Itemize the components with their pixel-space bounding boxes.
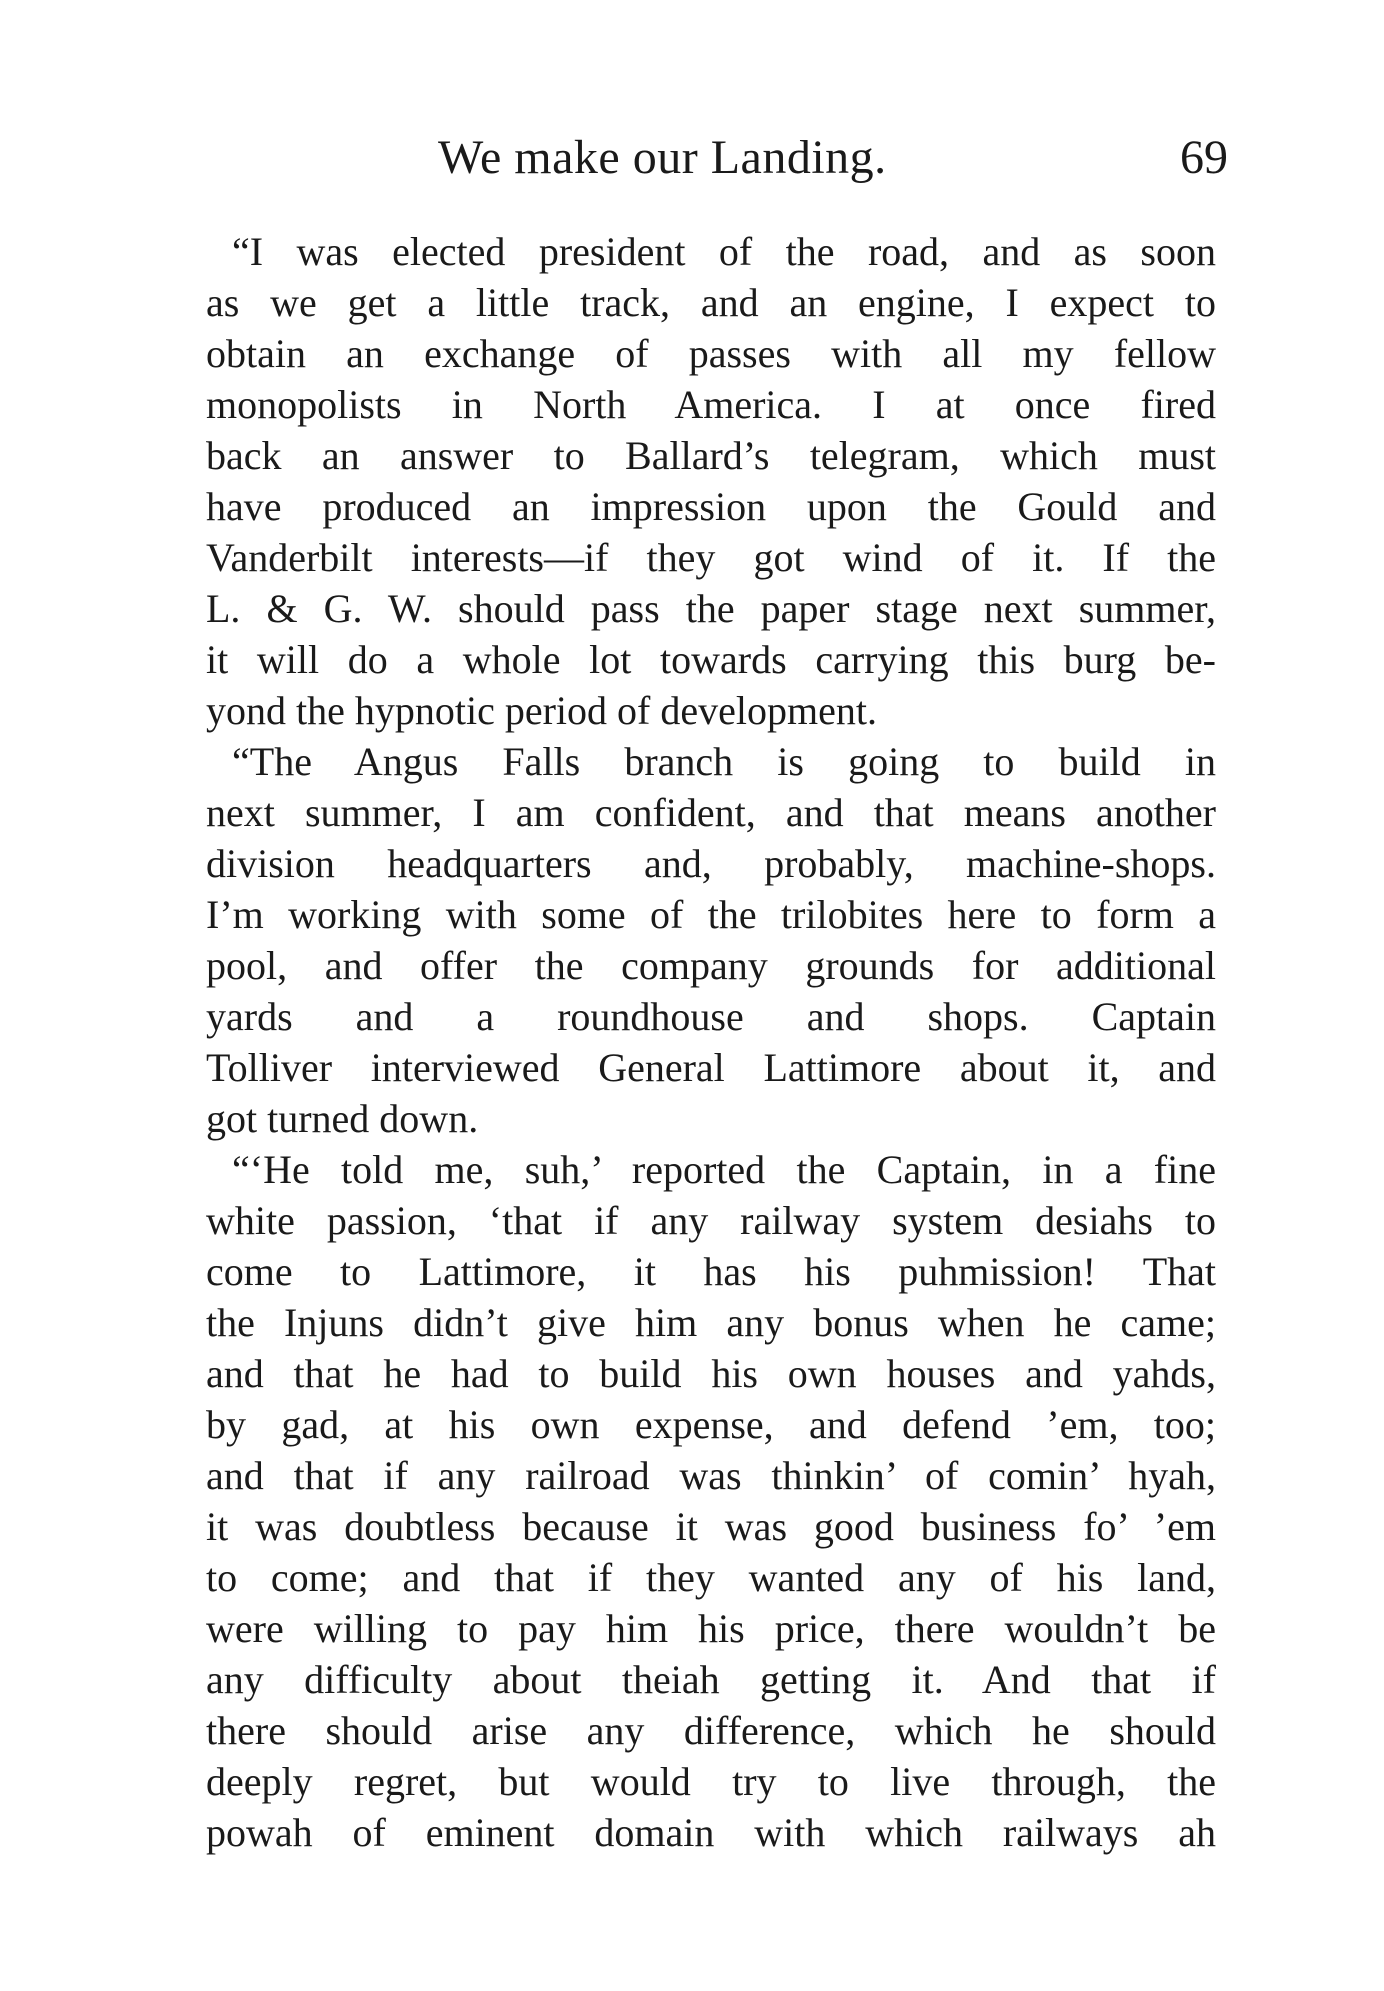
text-line: the Injuns didn’t give him any bonus when he came; xyxy=(206,1300,1216,1345)
text-line: got turned down. xyxy=(206,1096,479,1141)
text-line: deeply regret, but would try to live through, the xyxy=(206,1759,1216,1804)
text-line: and that if any railroad was thinkin’ of comin’ hyah, xyxy=(206,1453,1216,1498)
text-line: Tolliver interviewed General Lattimore about it, and xyxy=(206,1045,1216,1090)
text-line: obtain an exchange of passes with all my fellow xyxy=(206,331,1216,376)
text-line: it will do a whole lot towards carrying this burg be- xyxy=(206,637,1216,682)
text-line: to come; and that if they wanted any of his land, xyxy=(206,1555,1216,1600)
running-head xyxy=(438,128,1228,198)
text-line: by gad, at his own expense, and defend ’em, too; xyxy=(206,1402,1216,1447)
text-line: next summer, I am confident, and that means another xyxy=(206,790,1216,835)
text-line: monopolists in North America. I at once fired xyxy=(206,382,1216,427)
body-text xyxy=(206,226,1216,1858)
text-line: yond the hypnotic period of development. xyxy=(206,688,877,733)
text-line: powah of eminent domain with which railways ah xyxy=(206,1810,1216,1855)
text-line: “‘He told me, suh,’ reported the Captain, in a fine xyxy=(232,1147,1216,1192)
text-line: pool, and offer the company grounds for additional xyxy=(206,943,1216,988)
page-number: 69 xyxy=(1180,131,1228,184)
text-line: were willing to pay him his price, there wouldn’t be xyxy=(206,1606,1216,1651)
text-line: I’m working with some of the trilobites here to form a xyxy=(206,892,1216,937)
text-line: there should arise any difference, which he should xyxy=(206,1708,1216,1753)
chapter-title: We make our Landing. xyxy=(438,131,887,184)
text-line: “I was elected president of the road, and as soon xyxy=(232,229,1216,274)
text-line: Vanderbilt interests—if they got wind of it. If the xyxy=(206,535,1216,580)
text-line: yards and a roundhouse and shops. Captain xyxy=(206,994,1216,1039)
text-line: any difficulty about theiah getting it. And that if xyxy=(206,1657,1216,1702)
text-line: come to Lattimore, it has his puhmission! That xyxy=(206,1249,1216,1294)
text-line: “The Angus Falls branch is going to build in xyxy=(232,739,1216,784)
text-line: white passion, ‘that if any railway system desiahs to xyxy=(206,1198,1216,1243)
text-line: back an answer to Ballard’s telegram, which must xyxy=(206,433,1216,478)
text-line: it was doubtless because it was good business fo’ ’em xyxy=(206,1504,1216,1549)
text-line: have produced an impression upon the Gould and xyxy=(206,484,1216,529)
text-line: as we get a little track, and an engine, I expect to xyxy=(206,280,1216,325)
text-line: and that he had to build his own houses and yahds, xyxy=(206,1351,1216,1396)
text-line: division headquarters and, probably, machine-shops. xyxy=(206,841,1216,886)
text-line: L. & G. W. should pass the paper stage next summer, xyxy=(206,586,1216,631)
